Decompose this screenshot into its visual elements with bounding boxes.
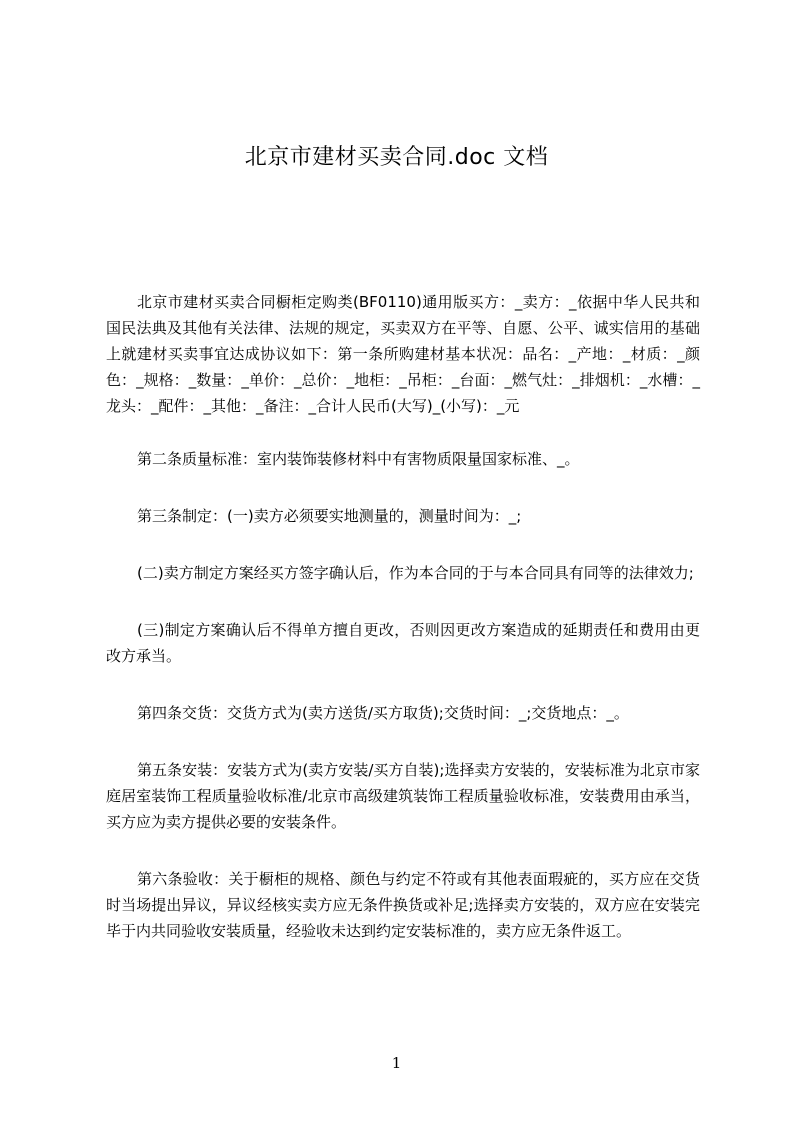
paragraph-article-3-item-3: (三)制定方案确认后不得单方擅自更改，否则因更改方案造成的延期责任和费用由更改方承当。 (106, 621, 700, 665)
page-number: 1 (391, 1054, 402, 1072)
paragraph-article-4: 第四条交货：交货方式为(卖方送货/买方取货);交货时间：_;交货地点：_。 (137, 704, 629, 722)
paragraph-article-6: 第六条验收：关于橱柜的规格、颜色与约定不符或有其他表面瑕疵的，买方应在交货时当场提出异议，异议经核实卖方应无条件换货或补足;选择卖方安装的，双方应在安装完毕于内共同验收安装质量，经验收未达到约定安装标准的，卖方应无条件返工。 (106, 870, 700, 940)
document-body (106, 289, 700, 975)
paragraph-article-5: 第五条安装：安装方式为(卖方安装/买方自装);选择卖方安装的，安装标准为北京市家庭居室装饰工程质量验收标准/北京市高级建筑装饰工程质量验收标准，安装费用由承当，买方应为卖方提供必要的安装条件。 (106, 761, 700, 831)
paragraph-article-3-item-2: (二)卖方制定方案经买方签字确认后，作为本合同的于与本合同具有同等的法律效力; (137, 564, 694, 582)
document-title: 北京市建材买卖合同.doc 文档 (244, 145, 549, 170)
paragraph-article-2: 第二条质量标准：室内装饰装修材料中有害物质限量国家标准、_。 (137, 450, 580, 468)
paragraph-intro: 北京市建材买卖合同橱柜定购类(BF0110)通用版买方：_卖方：_依据中华人民共和国民法典及其他有关法律、法规的规定，买卖双方在平等、自愿、公平、诚实信用的基础上就建材买卖事宜达成协议如下：第一条所购建材基本状况：品名：_产地：_材质：_颜色：_规格：_数量：_单价：_总价：_地柜：_吊柜：_台面：_燃气灶：_排烟机：_水槽：_龙头：_配件：_其他：_备注：_合计人民币(大写)_(小写)：_元 (106, 293, 700, 415)
paragraph-article-3: 第三条制定：(一)卖方必须要实地测量的，测量时间为：_; (137, 507, 522, 525)
